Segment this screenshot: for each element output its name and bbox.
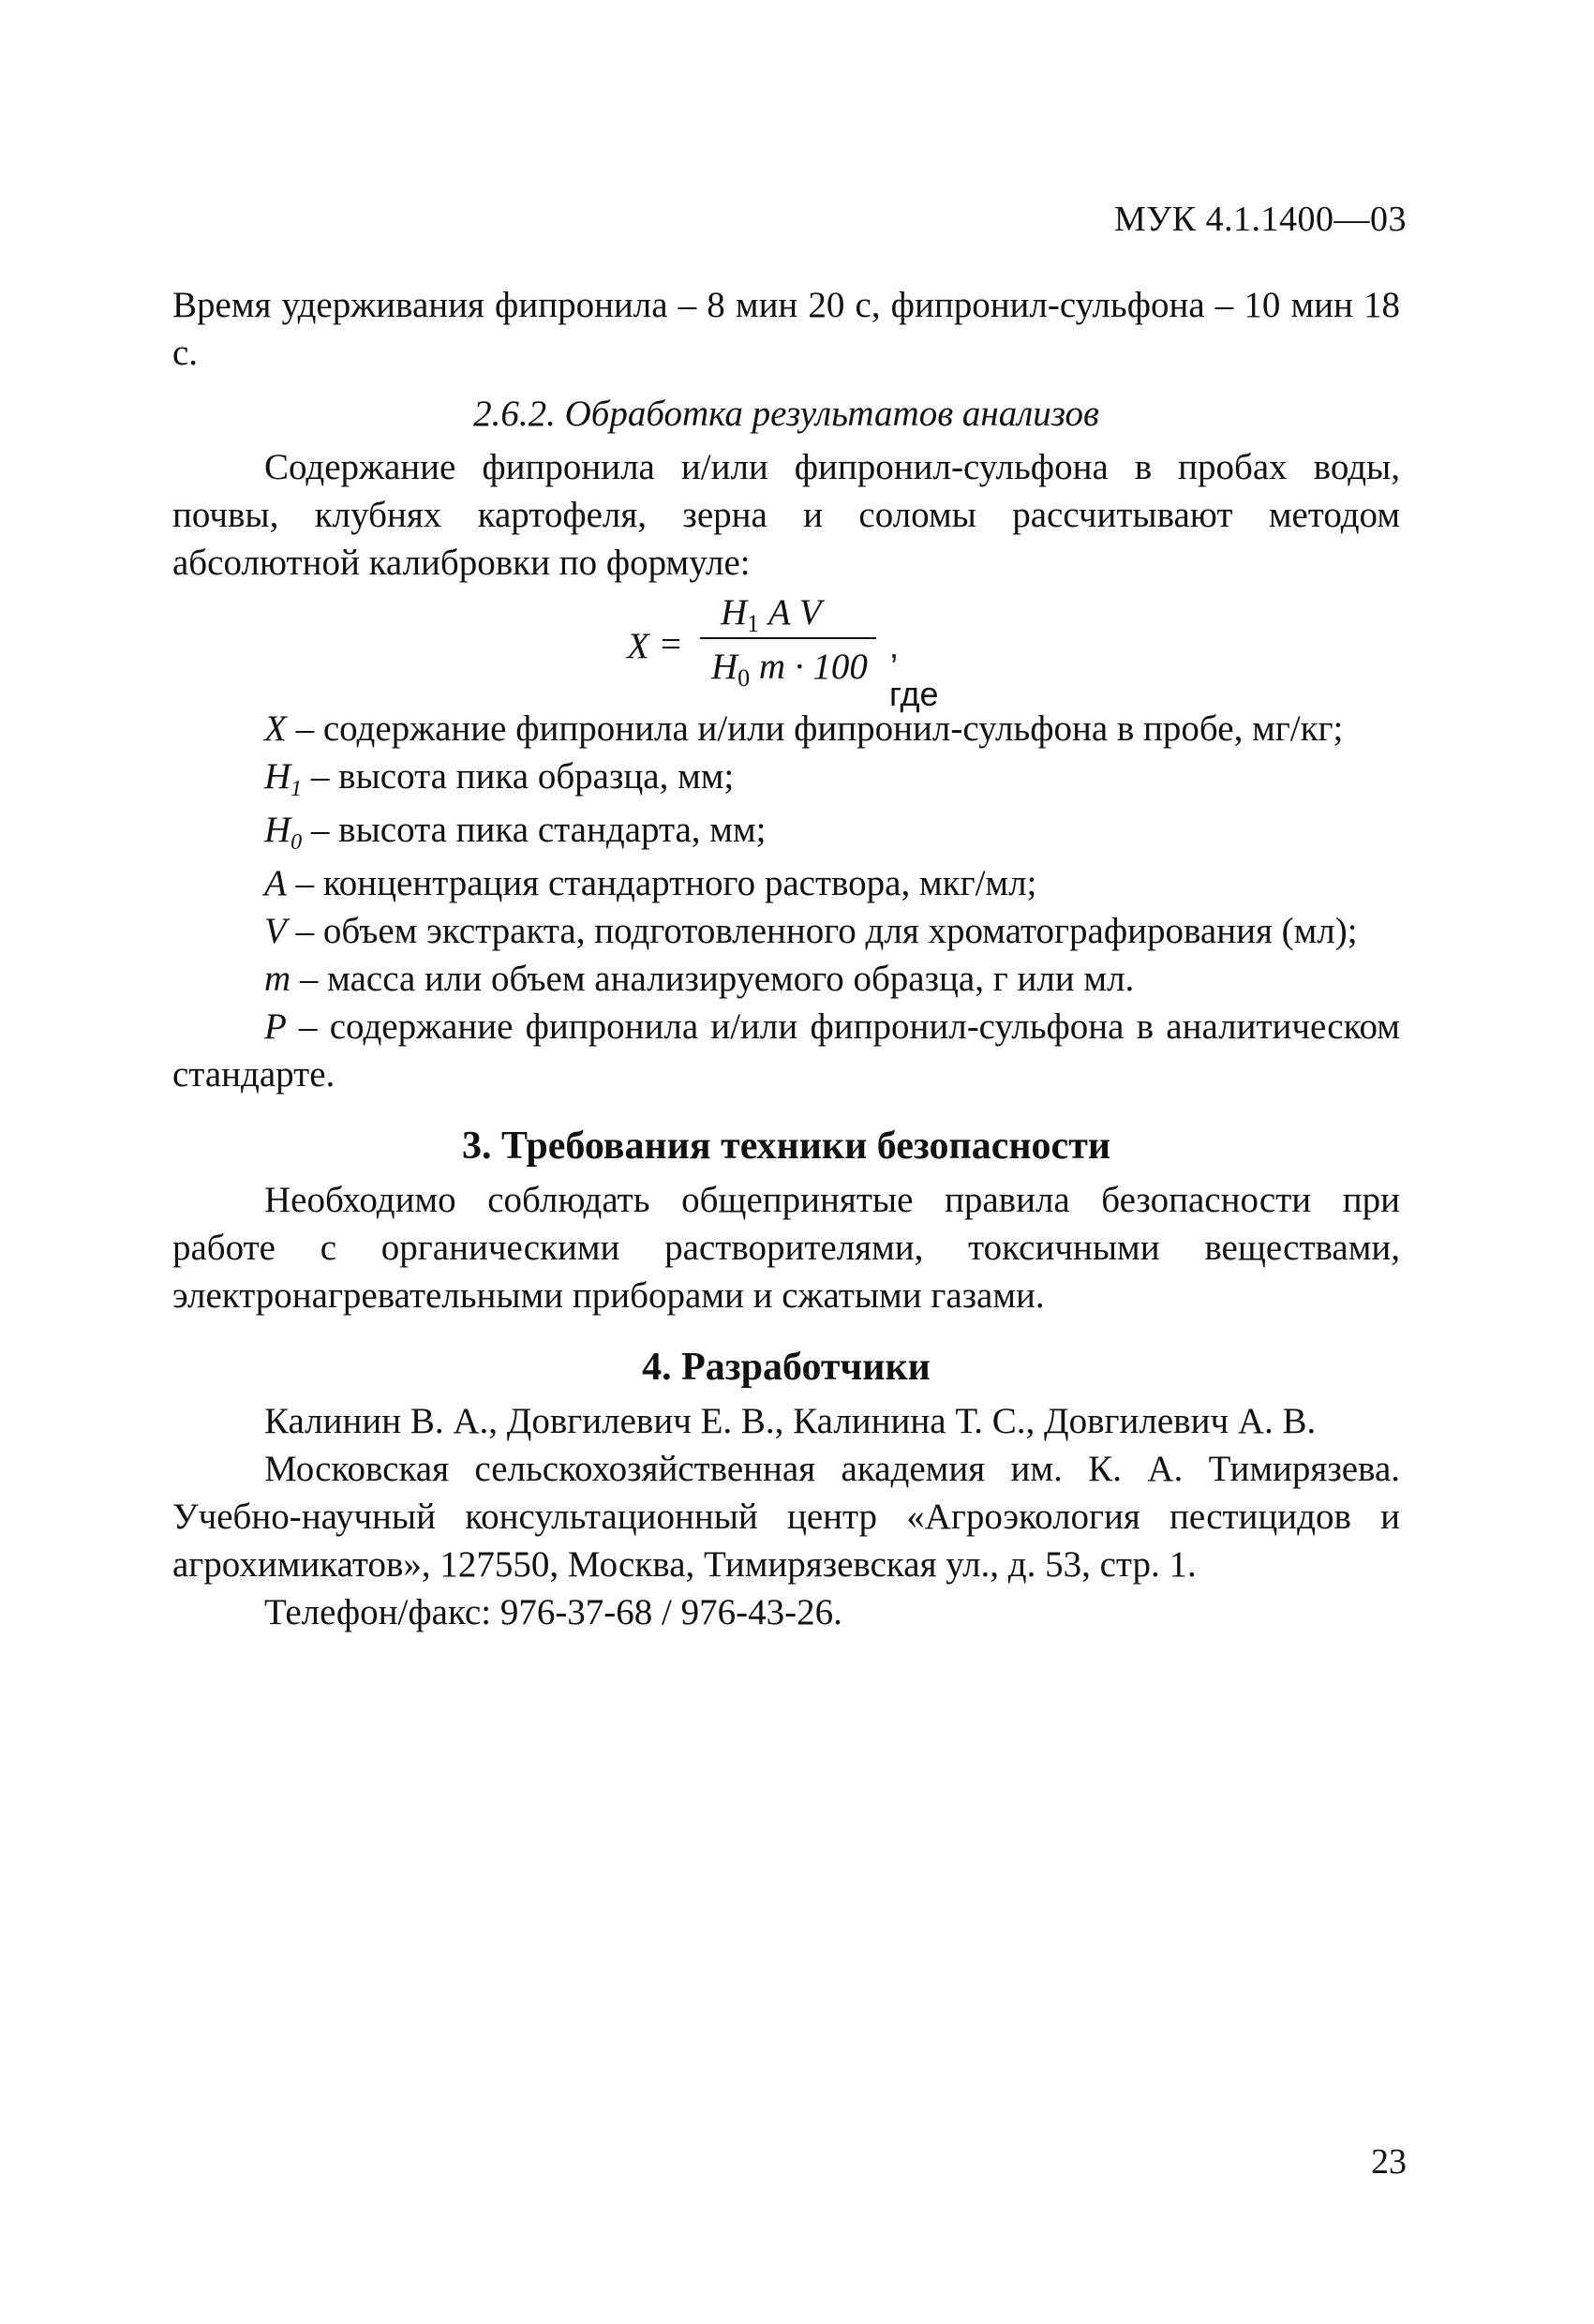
definition-text: – концентрация стандартного раствора, мкг/мл;	[286, 863, 1037, 903]
section-4-title: 4. Разработчики	[642, 1346, 931, 1389]
retention-time-paragraph: Время удерживания фипронила – 8 мин 20 с, фипронил-сульфона – 10 мин 18 с.	[172, 285, 1400, 373]
definition-symbol: V	[264, 911, 287, 951]
developers-organization: Московская сельскохозяйственная академия им. К. А. Тимирязева. Учебно-научный консультационный центр «Агроэкология пестицидов и агрохимикатов», 127550, Москва, Тимирязевская ул., д. 53, стр. 1.	[172, 1449, 1400, 1585]
denominator-h: H	[711, 647, 738, 687]
formula-numerator	[721, 588, 822, 640]
definition-item	[172, 752, 1400, 806]
definition-item	[172, 806, 1400, 859]
numerator-h-subscript: 1	[747, 610, 760, 637]
definition-text: – содержание фипронила и/или фипронил-сульфона в аналитическом стандарте.	[172, 1006, 1400, 1095]
calculation-paragraph: Содержание фипронила и/или фипронил-сульфона в пробах воды, почвы, клубнях картофеля, зерна и соломы рассчитывают методом абсолютной калибровки по формуле:	[172, 447, 1400, 583]
developers-names: Калинин В. А., Довгилевич Е. В., Калинина Т. С., Довгилевич А. В.	[264, 1401, 1317, 1441]
definition-text: – высота пика стандарта, мм;	[302, 810, 767, 850]
definition-symbol: H	[264, 810, 291, 850]
definition-symbol: X	[264, 708, 287, 749]
definition-item	[172, 705, 1400, 752]
page-number: 23	[1371, 2142, 1407, 2182]
definition-symbol: H	[264, 756, 291, 797]
definition-symbol-subscript: 0	[290, 830, 303, 855]
formula-block	[172, 590, 1400, 713]
definition-text: – содержание фипронила и/или фипронил-сульфона в пробе, мг/кг;	[286, 708, 1344, 749]
definition-text: – масса или объем анализируемого образца, г или мл.	[290, 959, 1135, 999]
definition-item	[172, 859, 1400, 907]
developers-phone: Телефон/факс: 976-37-68 / 976-43-26.	[264, 1592, 842, 1632]
formula-lhs: X	[627, 626, 649, 666]
definition-item	[172, 1003, 1400, 1098]
numerator-rest: A V	[767, 592, 822, 633]
denominator-h-subscript: 0	[737, 664, 751, 692]
definition-item	[172, 955, 1400, 1003]
fraction-bar	[700, 637, 876, 639]
numerator-h: H	[721, 592, 748, 633]
subsection-title: 2.6.2. Обработка результатов анализов	[473, 394, 1099, 434]
formula-where: , где	[889, 627, 939, 713]
document-body	[172, 281, 1400, 1636]
definitions-list	[172, 705, 1400, 1098]
definition-symbol-subscript: 1	[290, 777, 303, 801]
definition-text: – высота пика образца, мм;	[302, 756, 735, 797]
definition-symbol: P	[264, 1006, 287, 1047]
definition-symbol: A	[264, 863, 287, 903]
section-3-title: 3. Требования техники безопасности	[461, 1125, 1111, 1168]
document-code: МУК 4.1.1400—03	[1113, 200, 1407, 239]
formula-equals: =	[661, 624, 681, 664]
denominator-rest: m · 100	[758, 647, 868, 687]
definition-symbol: m	[264, 959, 291, 999]
definition-item	[172, 907, 1400, 955]
section-3-text: Необходимо соблюдать общепринятые правила безопасности при работе с органическими растворителями, токсичными веществами, электронагревательными приборами и сжатыми газами.	[172, 1180, 1400, 1316]
formula-denominator	[711, 643, 868, 694]
definition-text: – объем экстракта, подготовленного для хроматографирования (мл);	[286, 911, 1358, 951]
